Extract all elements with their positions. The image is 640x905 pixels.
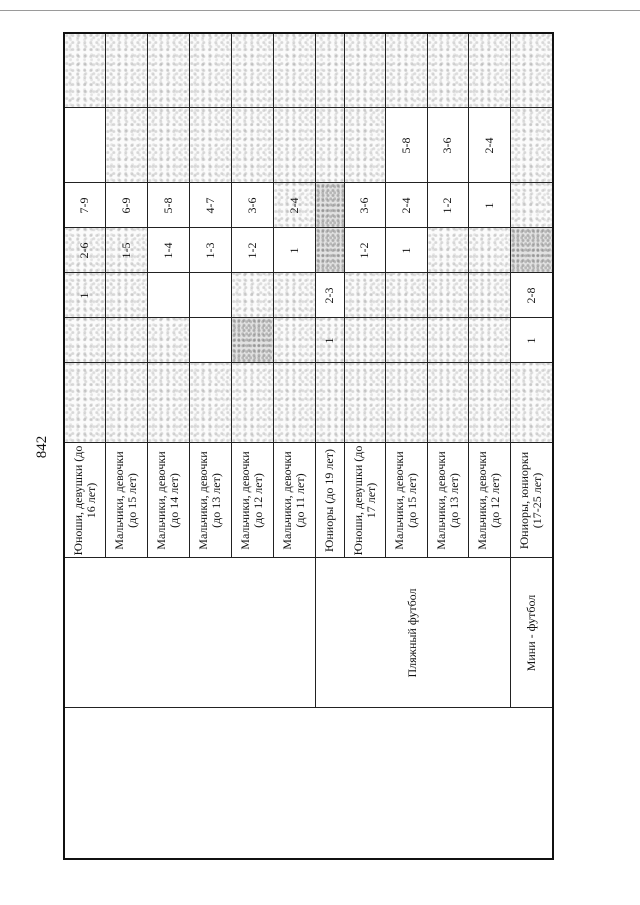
place-cell — [344, 273, 385, 318]
place-cell: 1 — [468, 183, 510, 228]
place-cell — [105, 108, 147, 183]
place-cell: 5-8 — [385, 108, 427, 183]
top-rule — [0, 10, 640, 11]
place-cell — [315, 108, 344, 183]
place-cell — [315, 183, 344, 228]
rotated-page — [34, 34, 552, 860]
page-number: 842 — [34, 435, 50, 459]
place-cell: 4-7 — [189, 183, 231, 228]
place-cell — [147, 273, 189, 318]
place-cell — [231, 273, 273, 318]
place-cell: 3-6 — [344, 183, 385, 228]
place-cell: 1-2 — [231, 228, 273, 273]
place-cell: 5-8 — [147, 183, 189, 228]
place-cell — [231, 33, 273, 108]
place-cell — [510, 33, 553, 108]
place-cell — [344, 318, 385, 363]
age-category: Мальчики, девочки (до 12 лет) — [468, 443, 510, 558]
table-body — [64, 33, 553, 859]
sport-name: Мини - футбол — [510, 558, 553, 708]
place-cell — [273, 318, 315, 363]
place-cell — [315, 363, 344, 443]
place-cell — [385, 363, 427, 443]
place-cell — [427, 228, 468, 273]
place-cell — [427, 273, 468, 318]
place-cell — [344, 363, 385, 443]
place-cell — [64, 33, 105, 108]
place-cell — [427, 363, 468, 443]
place-cell: 3-6 — [427, 108, 468, 183]
place-cell — [468, 273, 510, 318]
place-cell: 6-9 — [105, 183, 147, 228]
age-category: Юноши, девушки (до 16 лет) — [64, 443, 105, 558]
place-cell — [189, 318, 231, 363]
age-category: Юноши, девушки (до 17 лет) — [344, 443, 385, 558]
place-cell — [189, 33, 231, 108]
place-cell — [105, 273, 147, 318]
place-cell: 2-4 — [385, 183, 427, 228]
place-cell: 1 — [273, 228, 315, 273]
place-cell: 1 — [385, 228, 427, 273]
place-cell — [385, 318, 427, 363]
place-cell: 1-2 — [344, 228, 385, 273]
place-cell — [427, 33, 468, 108]
place-cell — [273, 273, 315, 318]
age-category: Мальчики, девочки (до 11 лет) — [273, 443, 315, 558]
ranking-table — [63, 32, 554, 860]
place-cell: 1-3 — [189, 228, 231, 273]
place-cell: 3-6 — [231, 183, 273, 228]
place-cell — [147, 363, 189, 443]
place-cell — [64, 318, 105, 363]
place-cell — [510, 363, 553, 443]
place-cell — [105, 363, 147, 443]
place-cell: 1-2 — [427, 183, 468, 228]
place-cell — [147, 33, 189, 108]
age-category: Юниоры (до 19 лет) — [315, 443, 344, 558]
place-cell: 2-6 — [64, 228, 105, 273]
place-cell — [385, 33, 427, 108]
place-cell — [273, 108, 315, 183]
place-cell — [105, 318, 147, 363]
place-cell: 7-9 — [64, 183, 105, 228]
sport-name: Пляжный футбол — [315, 558, 510, 708]
age-category: Мальчики, девочки (до 13 лет) — [189, 443, 231, 558]
place-cell: 2-3 — [315, 273, 344, 318]
place-cell — [315, 228, 344, 273]
place-cell — [468, 33, 510, 108]
age-category: Мальчики, девочки (до 15 лет) — [105, 443, 147, 558]
place-cell — [231, 108, 273, 183]
place-cell — [231, 318, 273, 363]
place-cell — [510, 183, 553, 228]
age-category: Мальчики, девочки (до 15 лет) — [385, 443, 427, 558]
place-cell: 1-4 — [147, 228, 189, 273]
age-category: Мальчики, девочки (до 12 лет) — [231, 443, 273, 558]
place-cell — [510, 228, 553, 273]
place-cell — [147, 318, 189, 363]
place-cell — [64, 363, 105, 443]
place-cell: 1 — [64, 273, 105, 318]
blank-column — [64, 708, 553, 859]
place-cell — [468, 318, 510, 363]
place-cell — [105, 33, 147, 108]
sport-name — [64, 558, 315, 708]
place-cell: 1 — [510, 318, 553, 363]
place-cell — [510, 108, 553, 183]
place-cell — [189, 363, 231, 443]
place-cell — [147, 108, 189, 183]
place-cell — [468, 363, 510, 443]
place-cell — [344, 33, 385, 108]
place-cell: 2-4 — [468, 108, 510, 183]
place-cell — [427, 318, 468, 363]
place-cell — [468, 228, 510, 273]
table-row — [64, 33, 105, 859]
place-cell — [385, 273, 427, 318]
place-cell — [344, 108, 385, 183]
place-cell — [315, 33, 344, 108]
place-cell — [189, 273, 231, 318]
place-cell: 2-4 — [273, 183, 315, 228]
place-cell: 2-8 — [510, 273, 553, 318]
place-cell: 1-5 — [105, 228, 147, 273]
place-cell — [273, 33, 315, 108]
place-cell — [231, 363, 273, 443]
place-cell: 1 — [315, 318, 344, 363]
place-cell — [189, 108, 231, 183]
place-cell — [64, 108, 105, 183]
age-category: Юниоры, юниорки (17-25 лет) — [510, 443, 553, 558]
place-cell — [273, 363, 315, 443]
age-category: Мальчики, девочки (до 13 лет) — [427, 443, 468, 558]
age-category: Мальчики, девочки (до 14 лет) — [147, 443, 189, 558]
